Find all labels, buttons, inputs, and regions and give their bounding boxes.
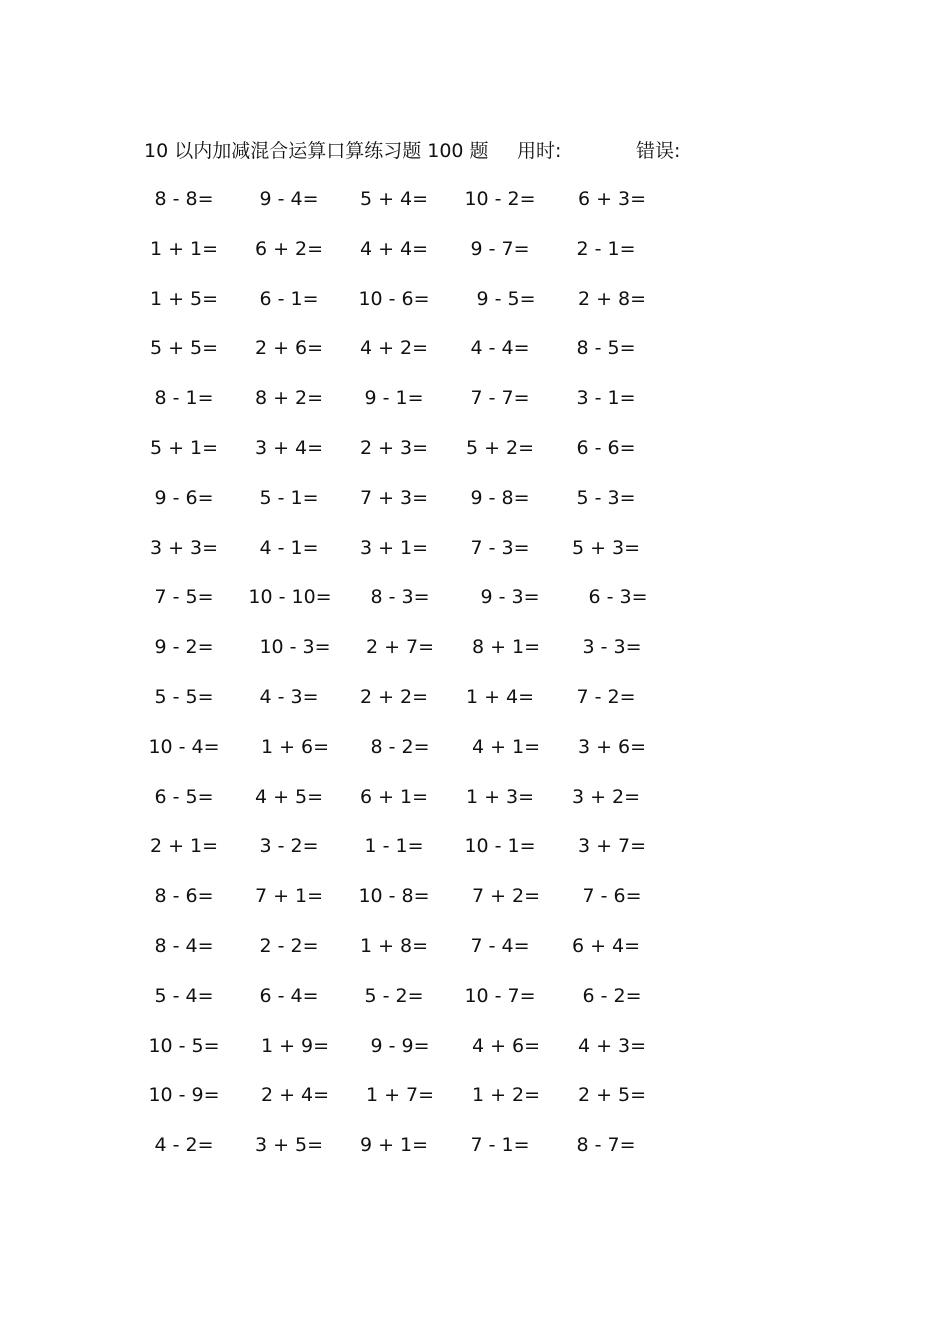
problem-item: 10 - 6= [358, 288, 430, 310]
problem-item: 3 + 4= [254, 437, 324, 459]
problem-item: 9 - 1= [364, 387, 424, 409]
problem-item: 1 + 5= [149, 288, 219, 310]
problem-item: 5 - 1= [259, 487, 319, 509]
problem-item: 2 + 2= [359, 686, 429, 708]
problem-item: 5 + 3= [571, 537, 641, 559]
problem-item: 10 - 2= [464, 188, 536, 210]
problem-item: 1 + 7= [365, 1084, 435, 1106]
problem-item: 6 + 4= [571, 935, 641, 957]
problem-item: 3 + 3= [149, 537, 219, 559]
problem-item: 5 + 1= [149, 437, 219, 459]
problem-item: 10 - 1= [464, 835, 536, 857]
problem-item: 5 - 2= [364, 985, 424, 1007]
problem-item: 9 - 3= [480, 586, 540, 608]
problem-item: 4 - 4= [470, 337, 530, 359]
problem-item: 4 + 5= [254, 786, 324, 808]
problem-item: 9 - 8= [470, 487, 530, 509]
problem-item: 3 + 6= [577, 736, 647, 758]
problem-item: 2 + 7= [365, 636, 435, 658]
problem-item: 6 - 4= [259, 985, 319, 1007]
problem-item: 3 - 1= [576, 387, 636, 409]
problem-item: 1 + 1= [149, 238, 219, 260]
problem-item: 9 + 1= [359, 1134, 429, 1156]
problem-item: 3 + 1= [359, 537, 429, 559]
problem-item: 8 - 1= [154, 387, 214, 409]
problem-item: 4 + 2= [359, 337, 429, 359]
problem-item: 8 - 7= [576, 1134, 636, 1156]
problem-item: 6 - 2= [582, 985, 642, 1007]
problem-item: 3 + 5= [254, 1134, 324, 1156]
problem-item: 2 - 2= [259, 935, 319, 957]
problem-item: 7 + 1= [254, 885, 324, 907]
problem-item: 8 - 5= [576, 337, 636, 359]
problem-item: 8 - 4= [154, 935, 214, 957]
problem-item: 3 + 7= [577, 835, 647, 857]
problem-item: 9 - 5= [476, 288, 536, 310]
problem-item: 5 + 2= [465, 437, 535, 459]
error-label: 错误: [636, 140, 681, 162]
problem-item: 4 + 3= [577, 1035, 647, 1057]
problem-item: 7 - 5= [154, 586, 214, 608]
problem-item: 5 + 5= [149, 337, 219, 359]
problem-item: 10 - 10= [248, 586, 332, 608]
problem-item: 6 - 3= [588, 586, 648, 608]
problem-item: 1 + 3= [465, 786, 535, 808]
problem-item: 1 + 2= [471, 1084, 541, 1106]
problem-item: 3 - 2= [259, 835, 319, 857]
problem-item: 8 + 2= [254, 387, 324, 409]
problem-item: 3 - 3= [582, 636, 642, 658]
problem-item: 10 - 4= [148, 736, 220, 758]
problem-item: 7 - 7= [470, 387, 530, 409]
problem-item: 4 - 2= [154, 1134, 214, 1156]
problem-item: 10 - 8= [358, 885, 430, 907]
problem-item: 7 - 4= [470, 935, 530, 957]
problem-item: 2 + 8= [577, 288, 647, 310]
problem-item: 2 + 6= [254, 337, 324, 359]
problem-item: 10 - 9= [148, 1084, 220, 1106]
problem-item: 2 + 4= [260, 1084, 330, 1106]
problem-item: 1 + 6= [260, 736, 330, 758]
problem-item: 4 + 4= [359, 238, 429, 260]
worksheet-title: 10 以内加减混合运算口算练习题 100 题 [144, 140, 489, 162]
problem-item: 2 + 5= [577, 1084, 647, 1106]
problem-item: 1 + 8= [359, 935, 429, 957]
problem-item: 10 - 7= [464, 985, 536, 1007]
problem-item: 5 - 4= [154, 985, 214, 1007]
problem-item: 4 + 1= [471, 736, 541, 758]
problem-item: 2 + 3= [359, 437, 429, 459]
problem-item: 8 - 3= [370, 586, 430, 608]
time-label: 用时: [517, 140, 562, 162]
problem-item: 2 - 1= [576, 238, 636, 260]
problem-item: 6 - 6= [576, 437, 636, 459]
problem-item: 3 + 2= [571, 786, 641, 808]
problem-item: 7 + 3= [359, 487, 429, 509]
problem-item: 9 - 4= [259, 188, 319, 210]
problem-item: 9 - 7= [470, 238, 530, 260]
problem-item: 7 - 3= [470, 537, 530, 559]
problem-item: 7 - 1= [470, 1134, 530, 1156]
problem-item: 9 - 6= [154, 487, 214, 509]
problem-item: 6 + 1= [359, 786, 429, 808]
problem-item: 10 - 3= [259, 636, 331, 658]
problem-item: 1 - 1= [364, 835, 424, 857]
problem-item: 2 + 1= [149, 835, 219, 857]
problem-item: 9 - 9= [370, 1035, 430, 1057]
problem-item: 1 + 9= [260, 1035, 330, 1057]
problem-item: 5 - 5= [154, 686, 214, 708]
problem-item: 6 - 5= [154, 786, 214, 808]
problem-item: 7 + 2= [471, 885, 541, 907]
problem-item: 8 - 2= [370, 736, 430, 758]
problem-item: 7 - 6= [582, 885, 642, 907]
problem-item: 4 - 3= [259, 686, 319, 708]
problem-item: 8 - 6= [154, 885, 214, 907]
problem-item: 5 - 3= [576, 487, 636, 509]
problem-item: 4 - 1= [259, 537, 319, 559]
problem-item: 8 - 8= [154, 188, 214, 210]
problem-item: 6 + 2= [254, 238, 324, 260]
problem-item: 9 - 2= [154, 636, 214, 658]
problem-item: 7 - 2= [576, 686, 636, 708]
problem-item: 10 - 5= [148, 1035, 220, 1057]
problem-item: 4 + 6= [471, 1035, 541, 1057]
problem-item: 8 + 1= [471, 636, 541, 658]
problem-item: 6 + 3= [577, 188, 647, 210]
problem-item: 1 + 4= [465, 686, 535, 708]
problem-item: 5 + 4= [359, 188, 429, 210]
problem-item: 6 - 1= [259, 288, 319, 310]
